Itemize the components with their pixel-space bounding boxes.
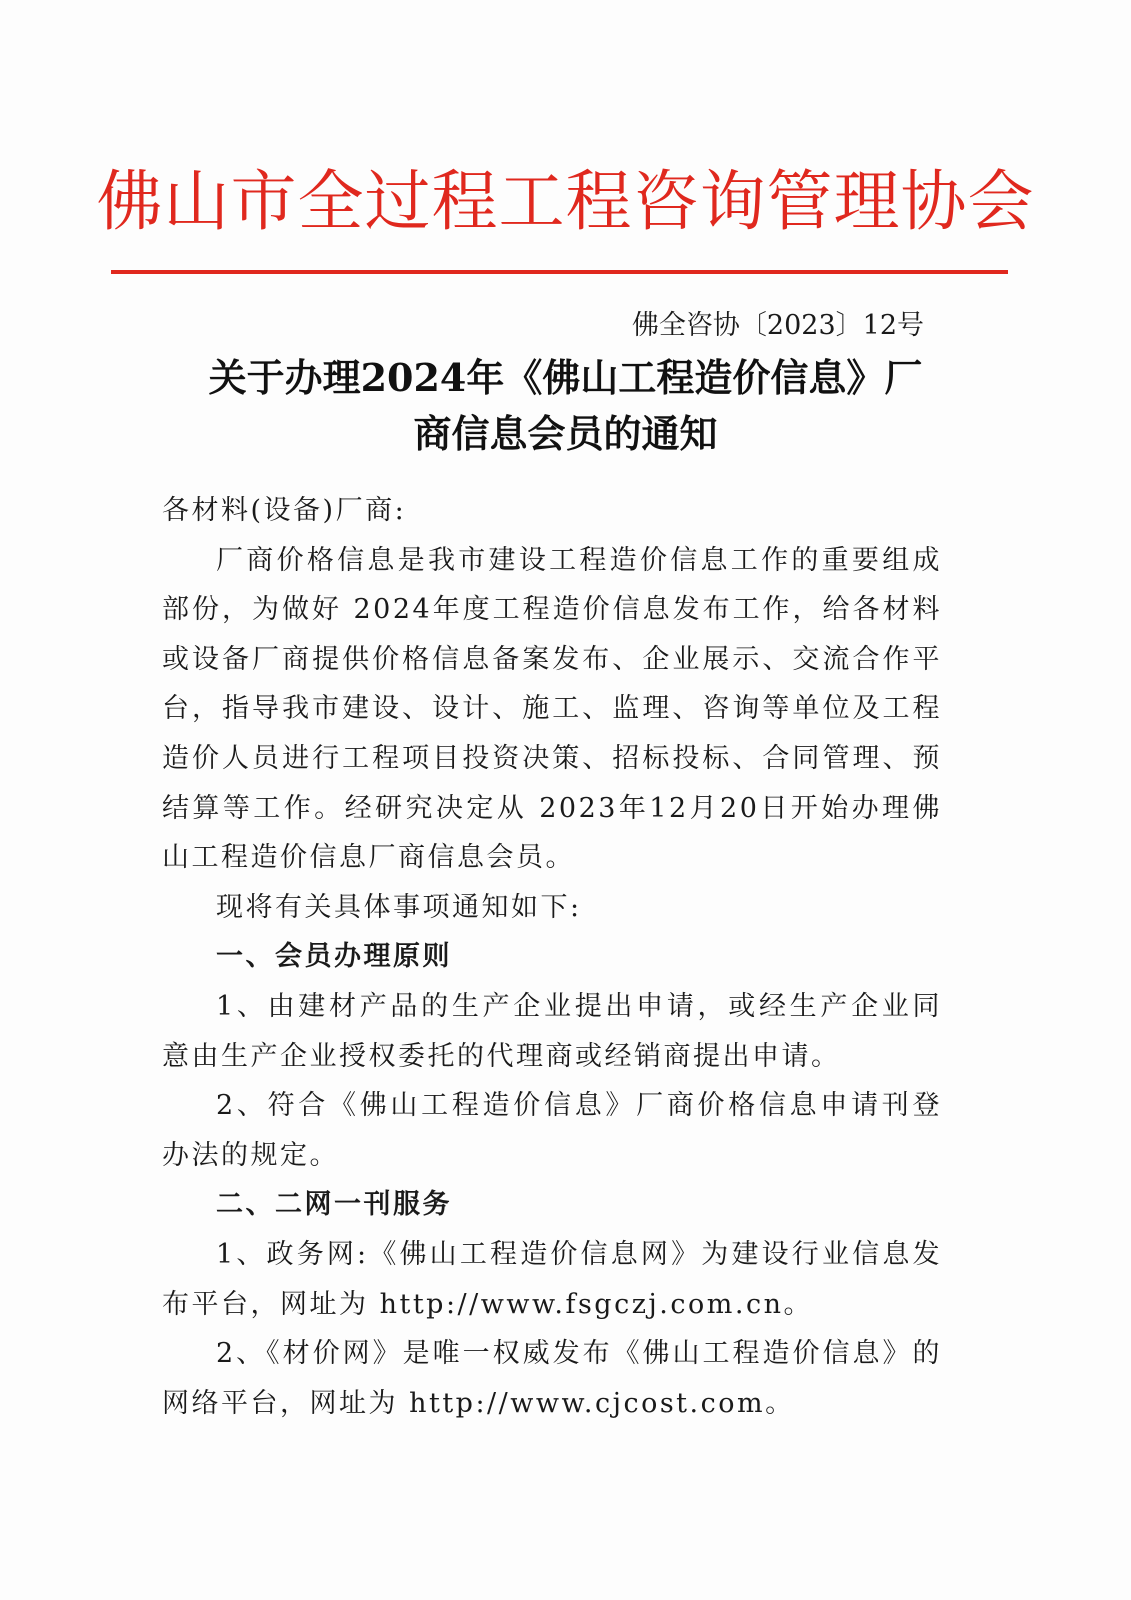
section-2-item-2: 2、《材价网》是唯一权威发布《佛山工程造价信息》的网络平台，网址为 http://www.cjcost.com。 — [162, 1338, 942, 1419]
section-1-item-1: 1、由建材产品的生产企业提出申请，或经生产企业同意由生产企业授权委托的代理商或经销商提出申请。 — [162, 990, 942, 1072]
salutation: 各材料(设备)厂商: — [162, 495, 407, 526]
organization-letterhead: 佛山市全过程工程咨询管理协会 — [96, 163, 1035, 240]
section-2-item-1: 1、政务网:《佛山工程造价信息网》为建设行业信息发布平台，网址为 http://www.fsgczj.com.cn。 — [162, 1238, 942, 1320]
notice-body — [162, 486, 942, 1428]
letterhead-divider — [111, 270, 1008, 274]
document-number: 佛全咨协〔2023〕12号 — [631, 310, 924, 341]
intro-paragraph: 厂商价格信息是我市建设工程造价信息工作的重要组成部份，为做好 2024年度工程造价信息发布工作，给各材料或设备厂商提供价格信息备案发布、企业展示、交流合作平台，指导我市建设、设计、施工、监理、咨询等单位及工程造价人员进行工程项目投资决策、招标投标、合同管理、预结算等工作。经研究决定从 2023年12月20日开始办理佛山工程造价信息厂商信息会员。 — [162, 544, 942, 874]
notice-title-line-2: 商信息会员的通知 — [413, 411, 718, 456]
lead-in-paragraph: 现将有关具体事项通知如下: — [216, 891, 582, 923]
section-heading-membership-principles: 一、会员办理原则 — [216, 941, 452, 973]
section-1-item-2: 2、符合《佛山工程造价信息》厂商价格信息申请刊登办法的规定。 — [162, 1090, 942, 1171]
notice-title-line-1: 关于办理2024年《佛山工程造价信息》厂 — [208, 355, 923, 400]
section-heading-services: 二、二网一刊服务 — [216, 1189, 452, 1221]
notice-title — [0, 350, 1131, 462]
